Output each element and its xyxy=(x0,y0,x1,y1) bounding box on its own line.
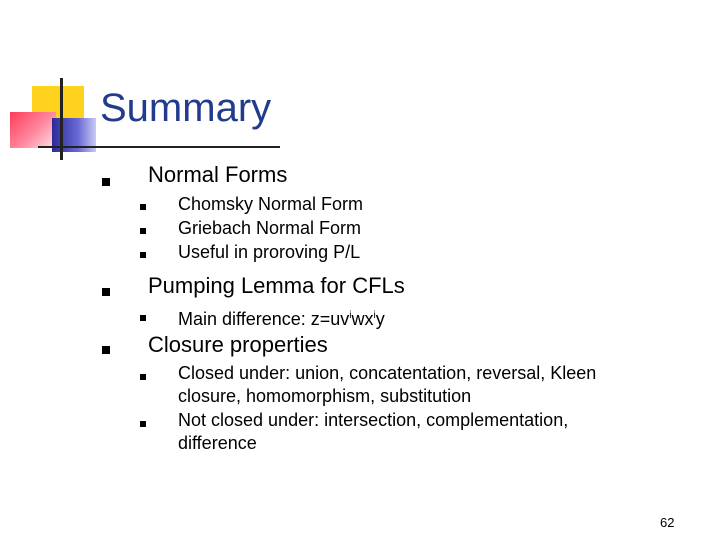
bullet-icon xyxy=(140,315,146,321)
page-number: 62 xyxy=(660,515,675,530)
section-heading-pumping-lemma: Pumping Lemma for CFLs xyxy=(148,273,405,298)
list-item: Griebach Normal Form xyxy=(178,218,362,238)
formula-text: Main difference: z=uv xyxy=(178,309,350,329)
list-item: Not closed under: intersection, complementation, difference xyxy=(178,410,569,453)
list-item: Closed under: union, concatentation, reversal, Kleen closure, homomorphism, substitution xyxy=(178,363,597,406)
formula-superscript: i xyxy=(373,310,376,321)
list-item: Useful in proroving P/L xyxy=(178,242,361,262)
formula-superscript: i xyxy=(349,310,352,321)
list-item: Chomsky Normal Form xyxy=(178,194,364,214)
formula-text: y xyxy=(375,309,385,329)
decorative-horizontal-line xyxy=(38,146,280,148)
bullet-icon xyxy=(140,228,146,234)
slide-title: Summary xyxy=(100,86,272,130)
bullet-icon xyxy=(102,288,110,296)
bullet-icon xyxy=(102,178,110,186)
bullet-icon xyxy=(140,252,146,258)
bullet-icon xyxy=(140,374,146,380)
bullet-icon xyxy=(102,346,110,354)
decorative-red-square xyxy=(10,112,56,148)
section-heading-closure-properties: Closure properties xyxy=(148,332,328,357)
formula-text: wx xyxy=(351,309,374,329)
bullet-icon xyxy=(140,421,146,427)
bullet-icon xyxy=(140,204,146,210)
list-item xyxy=(178,304,385,331)
section-heading-normal-forms: Normal Forms xyxy=(148,162,288,187)
